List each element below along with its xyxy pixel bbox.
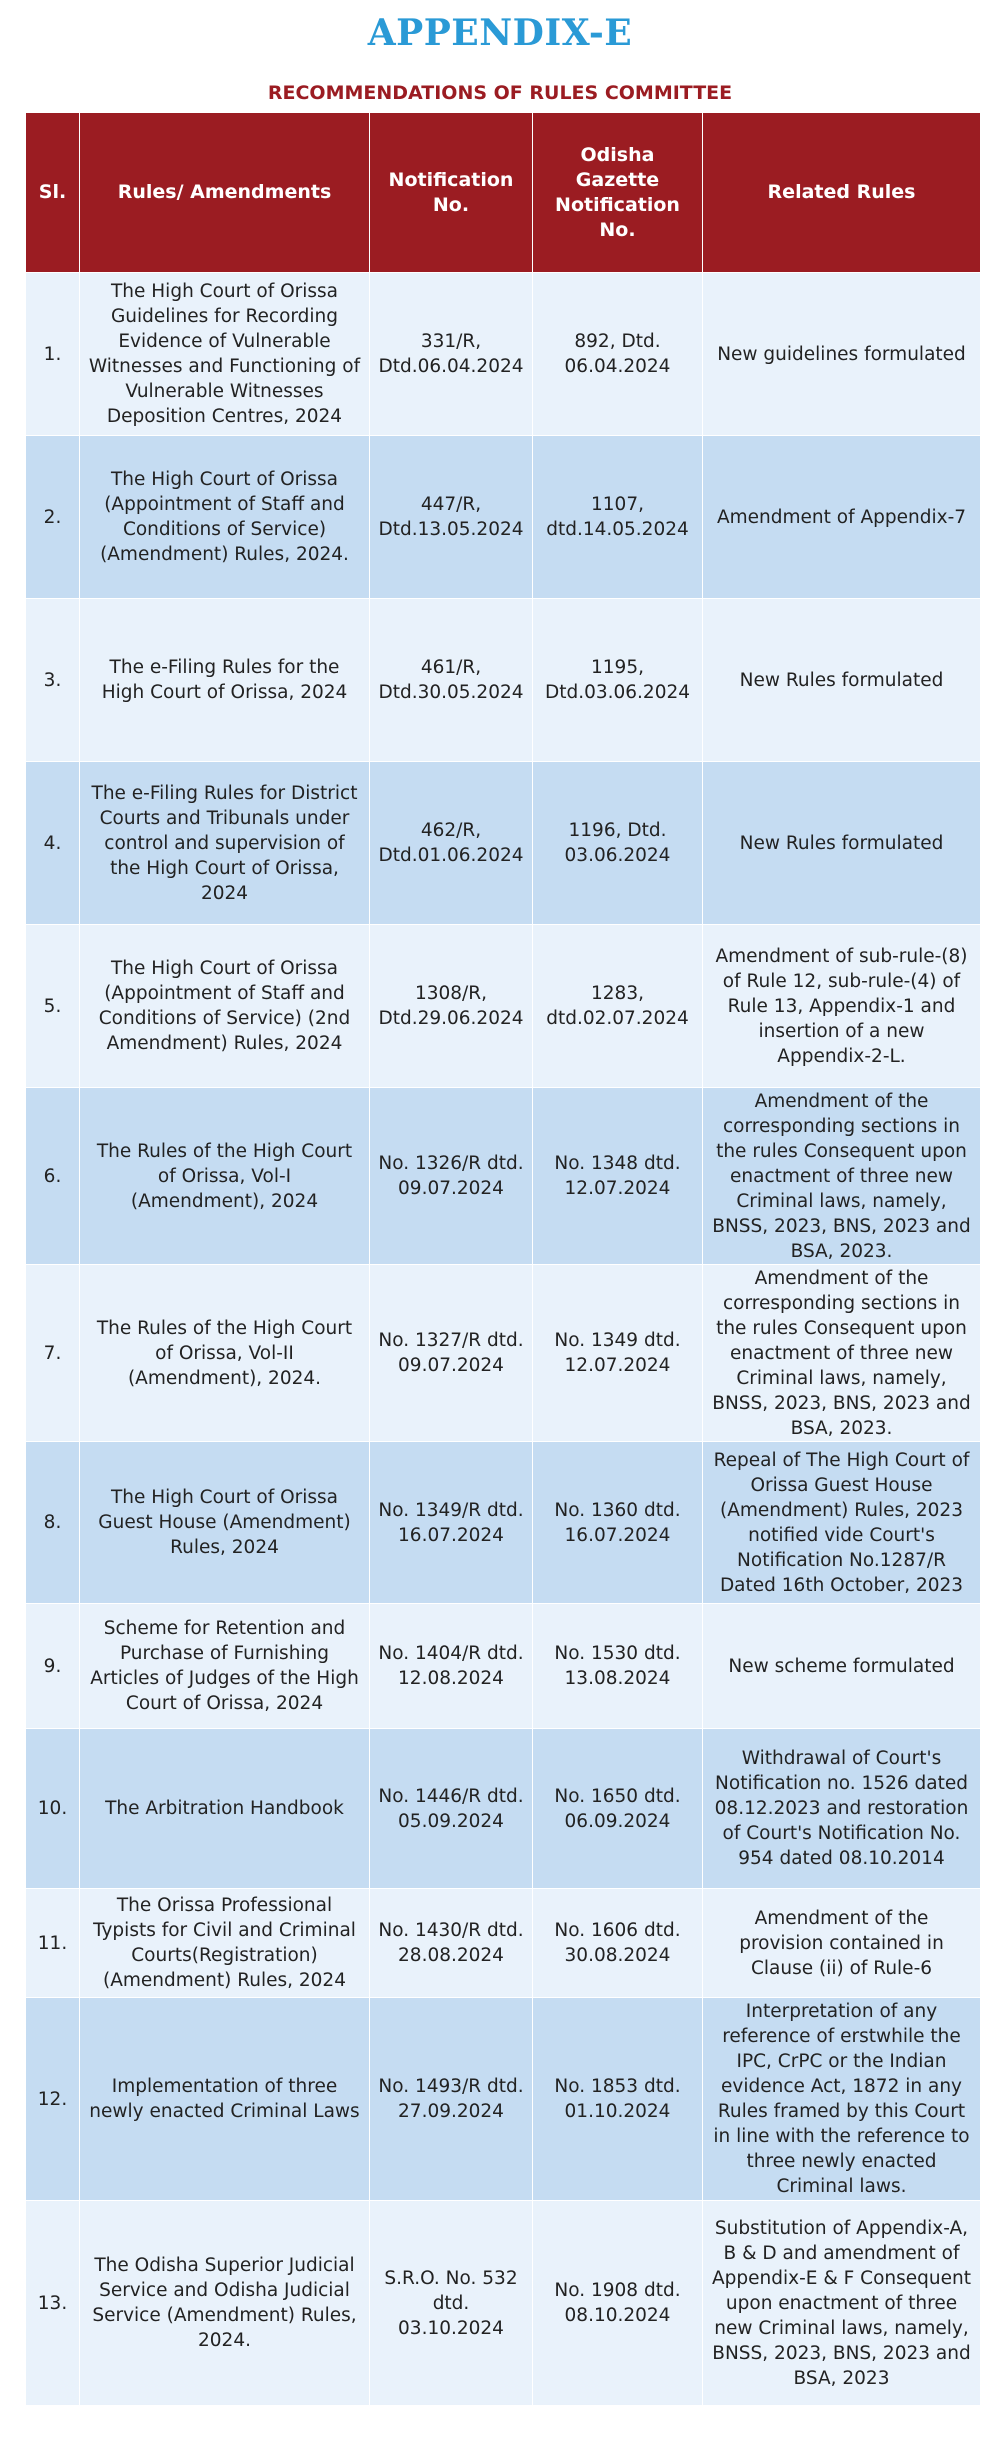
row-rule: The e-Filing Rules for the High Court of Orissa, 2024 [80,599,370,762]
row-sl: 7. [26,1265,80,1442]
rules-table [25,112,981,2406]
row-rule: The High Court of Orissa (Appointment of Staff and Conditions of Service) (2nd Amendment) Rules, 2024 [80,925,370,1088]
header-rules: Rules/ Amendments [80,113,370,273]
table-row [26,925,981,1088]
row-related: Amendment of sub-rule-(8) of Rule 12, sub-rule-(4) of Rule 13, Appendix-1 and insertion of a new Appendix-2-L. [703,925,981,1088]
row-related: New scheme formulated [703,1604,981,1729]
row-notification: No. 1430/R dtd. 28.08.2024 [370,1889,533,1998]
row-rule: Scheme for Retention and Purchase of Furnishing Articles of Judges of the High Court of Orissa, 2024 [80,1604,370,1729]
row-sl: 6. [26,1088,80,1265]
row-gazette: 892, Dtd. 06.04.2024 [533,273,703,436]
page-title: APPENDIX-E [367,12,633,54]
header-gazette: Odisha Gazette Notification No. [533,113,703,273]
row-gazette: 1283, dtd.02.07.2024 [533,925,703,1088]
table-row [26,273,981,436]
row-notification: No. 1327/R dtd. 09.07.2024 [370,1265,533,1442]
row-related: New Rules formulated [703,762,981,925]
row-sl: 11. [26,1889,80,1998]
row-related: Amendment of the provision contained in Clause (ii) of Rule-6 [703,1889,981,1998]
row-sl: 4. [26,762,80,925]
table-row [26,1442,981,1604]
table-row [26,599,981,762]
row-sl: 1. [26,273,80,436]
table-row [26,1088,981,1265]
row-gazette: 1196, Dtd. 03.06.2024 [533,762,703,925]
row-rule: The High Court of Orissa Guest House (Amendment) Rules, 2024 [80,1442,370,1604]
row-gazette: No. 1606 dtd. 30.08.2024 [533,1889,703,1998]
row-sl: 3. [26,599,80,762]
row-gazette: 1107, dtd.14.05.2024 [533,436,703,599]
header-related: Related Rules [703,113,981,273]
row-notification: No. 1326/R dtd. 09.07.2024 [370,1088,533,1265]
row-related: New Rules formulated [703,599,981,762]
row-gazette: No. 1348 dtd. 12.07.2024 [533,1088,703,1265]
row-related: Repeal of The High Court of Orissa Guest House (Amendment) Rules, 2023 notified vide Court's Notification No.1287/R Dated 16th October, 2023 [703,1442,981,1604]
row-notification: 462/R, Dtd.01.06.2024 [370,762,533,925]
row-notification: 447/R, Dtd.13.05.2024 [370,436,533,599]
page-subtitle: RECOMMENDATIONS OF RULES COMMITTEE [267,82,733,104]
row-notification: No. 1404/R dtd. 12.08.2024 [370,1604,533,1729]
table-row [26,762,981,925]
table-row [26,1265,981,1442]
row-related: Amendment of the corresponding sections in the rules Consequent upon enactment of three new Criminal laws, namely, BNSS, 2023, BNS, 2023 and BSA, 2023. [703,1088,981,1265]
row-gazette: No. 1360 dtd. 16.07.2024 [533,1442,703,1604]
row-sl: 12. [26,1998,80,2201]
row-related: Amendment of Appendix-7 [703,436,981,599]
row-rule: The Rules of the High Court of Orissa, Vol-II (Amendment), 2024. [80,1265,370,1442]
row-notification: 461/R, Dtd.30.05.2024 [370,599,533,762]
row-rule: The e-Filing Rules for District Courts and Tribunals under control and supervision of the High Court of Orissa, 2024 [80,762,370,925]
table-body [26,273,981,2406]
row-notification: No. 1446/R dtd. 05.09.2024 [370,1729,533,1889]
row-notification: No. 1493/R dtd. 27.09.2024 [370,1998,533,2201]
row-gazette: No. 1908 dtd. 08.10.2024 [533,2201,703,2406]
table-row [26,1998,981,2201]
row-rule: The Arbitration Handbook [80,1729,370,1889]
header-notification: Notification No. [370,113,533,273]
row-rule: Implementation of three newly enacted Criminal Laws [80,1998,370,2201]
row-gazette: 1195, Dtd.03.06.2024 [533,599,703,762]
row-rule: The Orissa Professional Typists for Civil and Criminal Courts(Registration) (Amendment) Rules, 2024 [80,1889,370,1998]
row-related: Interpretation of any reference of erstwhile the IPC, CrPC or the Indian evidence Act, 1872 in any Rules framed by this Court in line with the reference to three newly enacted Criminal laws. [703,1998,981,2201]
table-row [26,1604,981,1729]
row-rule: The High Court of Orissa (Appointment of Staff and Conditions of Service) (Amendment) Rules, 2024. [80,436,370,599]
row-related: Substitution of Appendix-A, B & D and amendment of Appendix-E & F Consequent upon enactment of three new Criminal laws, namely, BNSS, 2023, BNS, 2023 and BSA, 2023 [703,2201,981,2406]
header-sl: Sl. [26,113,80,273]
row-notification: 331/R, Dtd.06.04.2024 [370,273,533,436]
row-rule: The Rules of the High Court of Orissa, Vol-I (Amendment), 2024 [80,1088,370,1265]
table-row [26,2201,981,2406]
row-rule: The High Court of Orissa Guidelines for Recording Evidence of Vulnerable Witnesses and Functioning of Vulnerable Witnesses Deposition Centres, 2024 [80,273,370,436]
table-row [26,1889,981,1998]
row-notification: S.R.O. No. 532 dtd. 03.10.2024 [370,2201,533,2406]
row-related: New guidelines formulated [703,273,981,436]
row-gazette: No. 1349 dtd. 12.07.2024 [533,1265,703,1442]
row-sl: 8. [26,1442,80,1604]
row-sl: 5. [26,925,80,1088]
row-related: Amendment of the corresponding sections in the rules Consequent upon enactment of three new Criminal laws, namely, BNSS, 2023, BNS, 2023 and BSA, 2023. [703,1265,981,1442]
table-row [26,1729,981,1889]
row-sl: 9. [26,1604,80,1729]
row-gazette: No. 1650 dtd. 06.09.2024 [533,1729,703,1889]
row-rule: The Odisha Superior Judicial Service and Odisha Judicial Service (Amendment) Rules, 2024. [80,2201,370,2406]
row-sl: 2. [26,436,80,599]
row-related: Withdrawal of Court's Notification no. 1526 dated 08.12.2023 and restoration of Court's Notification No. 954 dated 08.10.2014 [703,1729,981,1889]
table-header-row [26,113,981,273]
row-notification: 1308/R, Dtd.29.06.2024 [370,925,533,1088]
row-gazette: No. 1530 dtd. 13.08.2024 [533,1604,703,1729]
row-gazette: No. 1853 dtd. 01.10.2024 [533,1998,703,2201]
row-notification: No. 1349/R dtd. 16.07.2024 [370,1442,533,1604]
row-sl: 13. [26,2201,80,2406]
row-sl: 10. [26,1729,80,1889]
table-row [26,436,981,599]
